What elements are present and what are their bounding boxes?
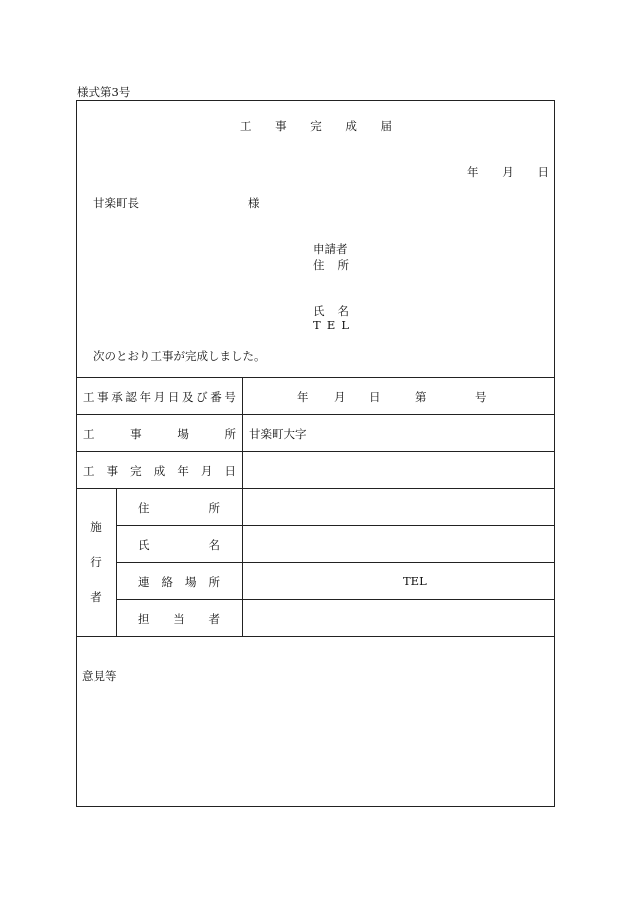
title-char: 成	[345, 119, 357, 133]
label-char: 連	[138, 575, 150, 589]
label-char: 絡	[161, 575, 173, 589]
label-char: 施	[90, 520, 102, 534]
label-char: 工	[83, 427, 95, 441]
label-char: 氏	[313, 304, 325, 318]
label-char: 所	[208, 575, 220, 589]
label-char: 者	[208, 612, 220, 626]
contractor-name-label	[138, 537, 220, 553]
contractor-person-label	[138, 611, 220, 627]
column-divider	[242, 377, 243, 636]
row-divider	[76, 451, 555, 452]
title-char: 完	[310, 119, 322, 133]
label-char: 及	[181, 390, 194, 404]
contractor-tel-label: TEL	[403, 574, 427, 588]
row-divider	[116, 599, 555, 600]
completion-date-label	[83, 463, 236, 479]
label-char: 者	[90, 590, 102, 604]
date-month-label: 月	[502, 165, 514, 179]
label-char: 号	[224, 390, 236, 404]
label-char: 住	[313, 258, 325, 272]
date-day-label: 日	[537, 165, 549, 179]
label-char: 所	[337, 258, 349, 272]
label-char: 住	[138, 501, 150, 515]
table-bottom-border	[76, 636, 555, 637]
label-char: 年	[177, 464, 189, 478]
label-char: 日	[224, 464, 236, 478]
label-char: E	[326, 318, 336, 332]
label-char: 担	[138, 612, 150, 626]
submission-date	[467, 164, 549, 180]
label-char: 場	[185, 575, 197, 589]
applicant-tel-label	[313, 318, 349, 332]
label-char: 工	[83, 390, 95, 404]
title-char: 工	[240, 119, 252, 133]
column-divider	[116, 488, 117, 636]
opinion-label: 意見等	[82, 669, 117, 683]
label-char: T	[313, 318, 321, 332]
label-char: 名	[208, 538, 220, 552]
title-char: 事	[275, 119, 287, 133]
form-title	[240, 118, 392, 134]
label-char: 工	[83, 464, 95, 478]
label-char: 事	[130, 427, 142, 441]
approval-date-number-label	[83, 389, 236, 405]
form-number: 様式第3号	[77, 85, 131, 99]
label-char: 番	[210, 390, 222, 404]
label-char: 場	[177, 427, 189, 441]
label-char: L	[341, 318, 349, 332]
work-location-value: 甘楽町大字	[249, 427, 307, 441]
label-char: 認	[125, 390, 137, 404]
label-char: 日	[167, 390, 180, 404]
approval-month-label: 月	[334, 390, 346, 404]
label-char: 完	[130, 464, 142, 478]
label-char: 名	[337, 304, 349, 318]
contractor-address-label	[138, 500, 220, 516]
label-char: 年	[139, 390, 152, 404]
label-char: 所	[224, 427, 236, 441]
label-char: 行	[90, 555, 102, 569]
contractor-contact-label	[138, 574, 220, 590]
label-char: 所	[208, 501, 220, 515]
row-divider	[116, 562, 555, 563]
label-char: 事	[106, 464, 119, 478]
label-char: 氏	[138, 538, 150, 552]
applicant-name-label	[313, 303, 349, 319]
approval-day-label: 日	[369, 390, 381, 404]
completion-statement: 次のとおり工事が完成しました。	[93, 349, 266, 363]
approval-number-suffix: 号	[475, 390, 487, 404]
label-char: 事	[97, 390, 109, 404]
honorific: 様	[248, 196, 260, 210]
approval-number-prefix: 第	[415, 390, 427, 404]
row-divider	[116, 525, 555, 526]
label-char: び	[196, 390, 208, 404]
form-frame	[76, 100, 555, 807]
applicant-address-label	[313, 257, 349, 273]
row-divider	[76, 414, 555, 415]
label-char: 月	[153, 390, 166, 404]
approval-year-label: 年	[297, 390, 309, 404]
contractor-group-label	[86, 519, 106, 605]
label-char: 成	[153, 464, 166, 478]
title-char: 届	[380, 119, 392, 133]
label-char: 当	[173, 612, 185, 626]
row-divider	[76, 488, 555, 489]
date-year-label: 年	[467, 165, 479, 179]
addressee: 甘楽町長	[93, 196, 139, 210]
label-char: 月	[200, 464, 213, 478]
work-location-label	[83, 426, 236, 442]
table-top-border	[76, 377, 555, 378]
label-char: 承	[111, 390, 123, 404]
applicant-label: 申請者	[313, 242, 348, 256]
